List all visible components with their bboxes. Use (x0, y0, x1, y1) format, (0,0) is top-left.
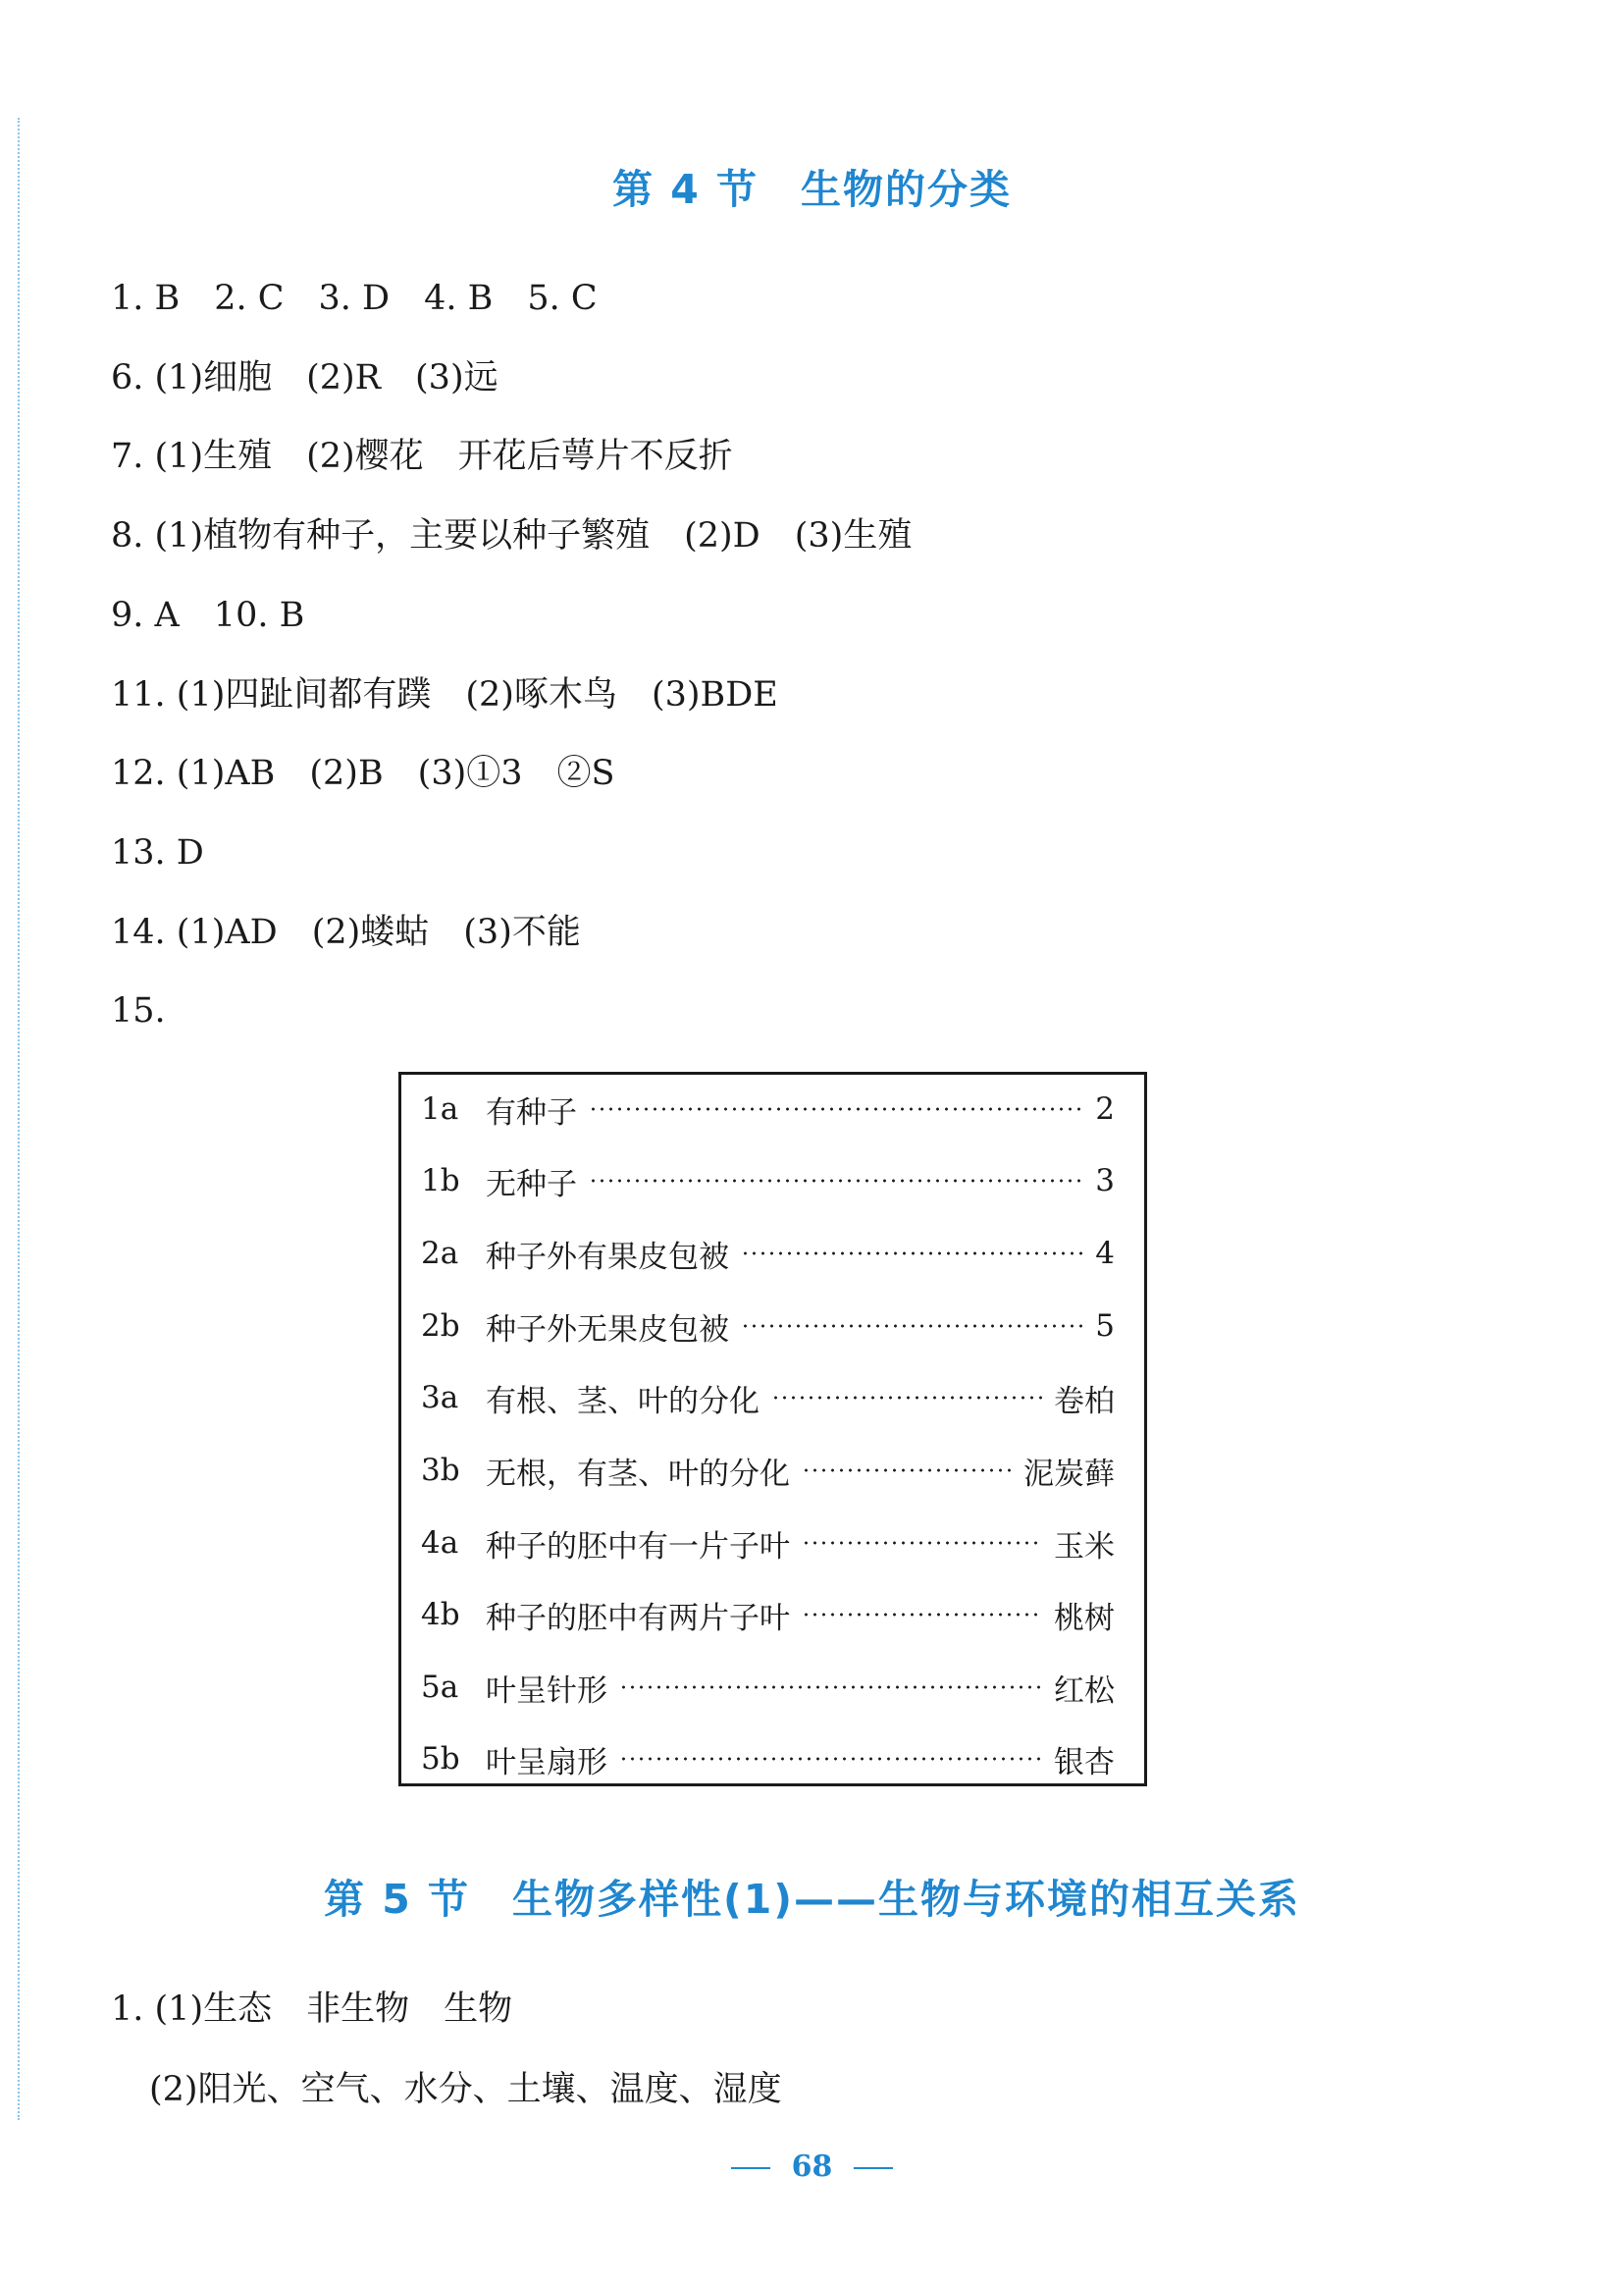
key-target: 泥炭藓 (1023, 1456, 1115, 1492)
key-target: 卷柏 (1054, 1383, 1115, 1419)
key-description: 有种子 (486, 1094, 577, 1131)
key-description: 无种子 (486, 1166, 577, 1202)
answer-s5-1: 1. (1)生态 非生物 生物 (111, 1990, 513, 2029)
key-row (421, 1449, 1115, 1492)
key-code: 3b (421, 1453, 460, 1488)
key-row (421, 1232, 1115, 1275)
key-target: 5 (1095, 1308, 1115, 1344)
section-5-title: 第 5 节 生物多样性(1)——生物与环境的相互关系 (323, 1876, 1301, 1923)
key-row (421, 1376, 1115, 1419)
answer-11: 11. (1)四趾间都有蹼 (2)啄木鸟 (3)BDE (111, 675, 778, 715)
key-target: 3 (1095, 1163, 1115, 1198)
leader-dots (771, 1396, 1042, 1400)
page-number (0, 2149, 1624, 2184)
answer-9-10: 9. A 10. B (111, 596, 305, 635)
key-row (421, 1521, 1115, 1565)
leader-dots (741, 1324, 1083, 1328)
key-code: 2a (421, 1236, 459, 1271)
key-row (421, 1088, 1115, 1131)
answer-1-5: 1. B 2. C 3. D 4. B 5. C (111, 279, 598, 318)
key-row (421, 1666, 1115, 1709)
answer-6: 6. (1)细胞 (2)R (3)远 (111, 358, 498, 398)
answer-15: 15. (111, 991, 166, 1031)
key-target: 银杏 (1054, 1744, 1115, 1780)
key-code: 1a (421, 1091, 459, 1127)
key-code: 1b (421, 1163, 460, 1198)
leader-dots (589, 1179, 1083, 1183)
leader-dots (589, 1107, 1083, 1111)
key-description: 种子的胚中有一片子叶 (486, 1528, 790, 1565)
key-target: 玉米 (1054, 1528, 1115, 1565)
page-number-dash-right (854, 2167, 893, 2169)
answer-14: 14. (1)AD (2)蝼蛄 (3)不能 (111, 913, 581, 952)
leader-dots (619, 1757, 1042, 1761)
leader-dots (802, 1541, 1042, 1545)
key-row (421, 1304, 1115, 1348)
key-description: 叶呈扇形 (486, 1744, 607, 1780)
key-code: 3a (421, 1380, 459, 1415)
key-target: 红松 (1054, 1672, 1115, 1709)
key-description: 种子的胚中有两片子叶 (486, 1600, 790, 1636)
leader-dots (619, 1685, 1042, 1689)
key-row (421, 1593, 1115, 1636)
key-target: 桃树 (1054, 1600, 1115, 1636)
section-4-title: 第 4 节 生物的分类 (611, 166, 1013, 213)
margin-decoration (18, 118, 26, 2120)
page-number-dash-left (731, 2167, 770, 2169)
answer-s5-1-2: (2)阳光、空气、水分、土壤、温度、湿度 (149, 2070, 782, 2109)
page-number-text: 68 (791, 2149, 833, 2184)
dichotomous-key-table (398, 1072, 1147, 1786)
key-code: 5b (421, 1741, 460, 1777)
key-target: 4 (1095, 1236, 1115, 1271)
answer-13: 13. D (111, 833, 204, 873)
key-target: 2 (1095, 1091, 1115, 1127)
answer-8: 8. (1)植物有种子，主要以种子繁殖 (2)D (3)生殖 (111, 516, 913, 556)
answer-12: 12. (1)AB (2)B (3)①3 ②S (111, 754, 615, 793)
key-description: 种子外有果皮包被 (486, 1239, 729, 1275)
key-code: 4a (421, 1525, 459, 1561)
key-code: 5a (421, 1670, 459, 1705)
key-row (421, 1737, 1115, 1780)
key-description: 有根、茎、叶的分化 (486, 1383, 760, 1419)
key-code: 4b (421, 1597, 460, 1632)
key-description: 无根，有茎、叶的分化 (486, 1456, 790, 1492)
key-description: 种子外无果皮包被 (486, 1311, 729, 1348)
key-description: 叶呈针形 (486, 1672, 607, 1709)
leader-dots (741, 1251, 1083, 1255)
leader-dots (802, 1613, 1042, 1617)
answer-7: 7. (1)生殖 (2)樱花 开花后萼片不反折 (111, 437, 733, 476)
key-code: 2b (421, 1308, 460, 1344)
leader-dots (802, 1468, 1012, 1472)
key-row (421, 1159, 1115, 1202)
